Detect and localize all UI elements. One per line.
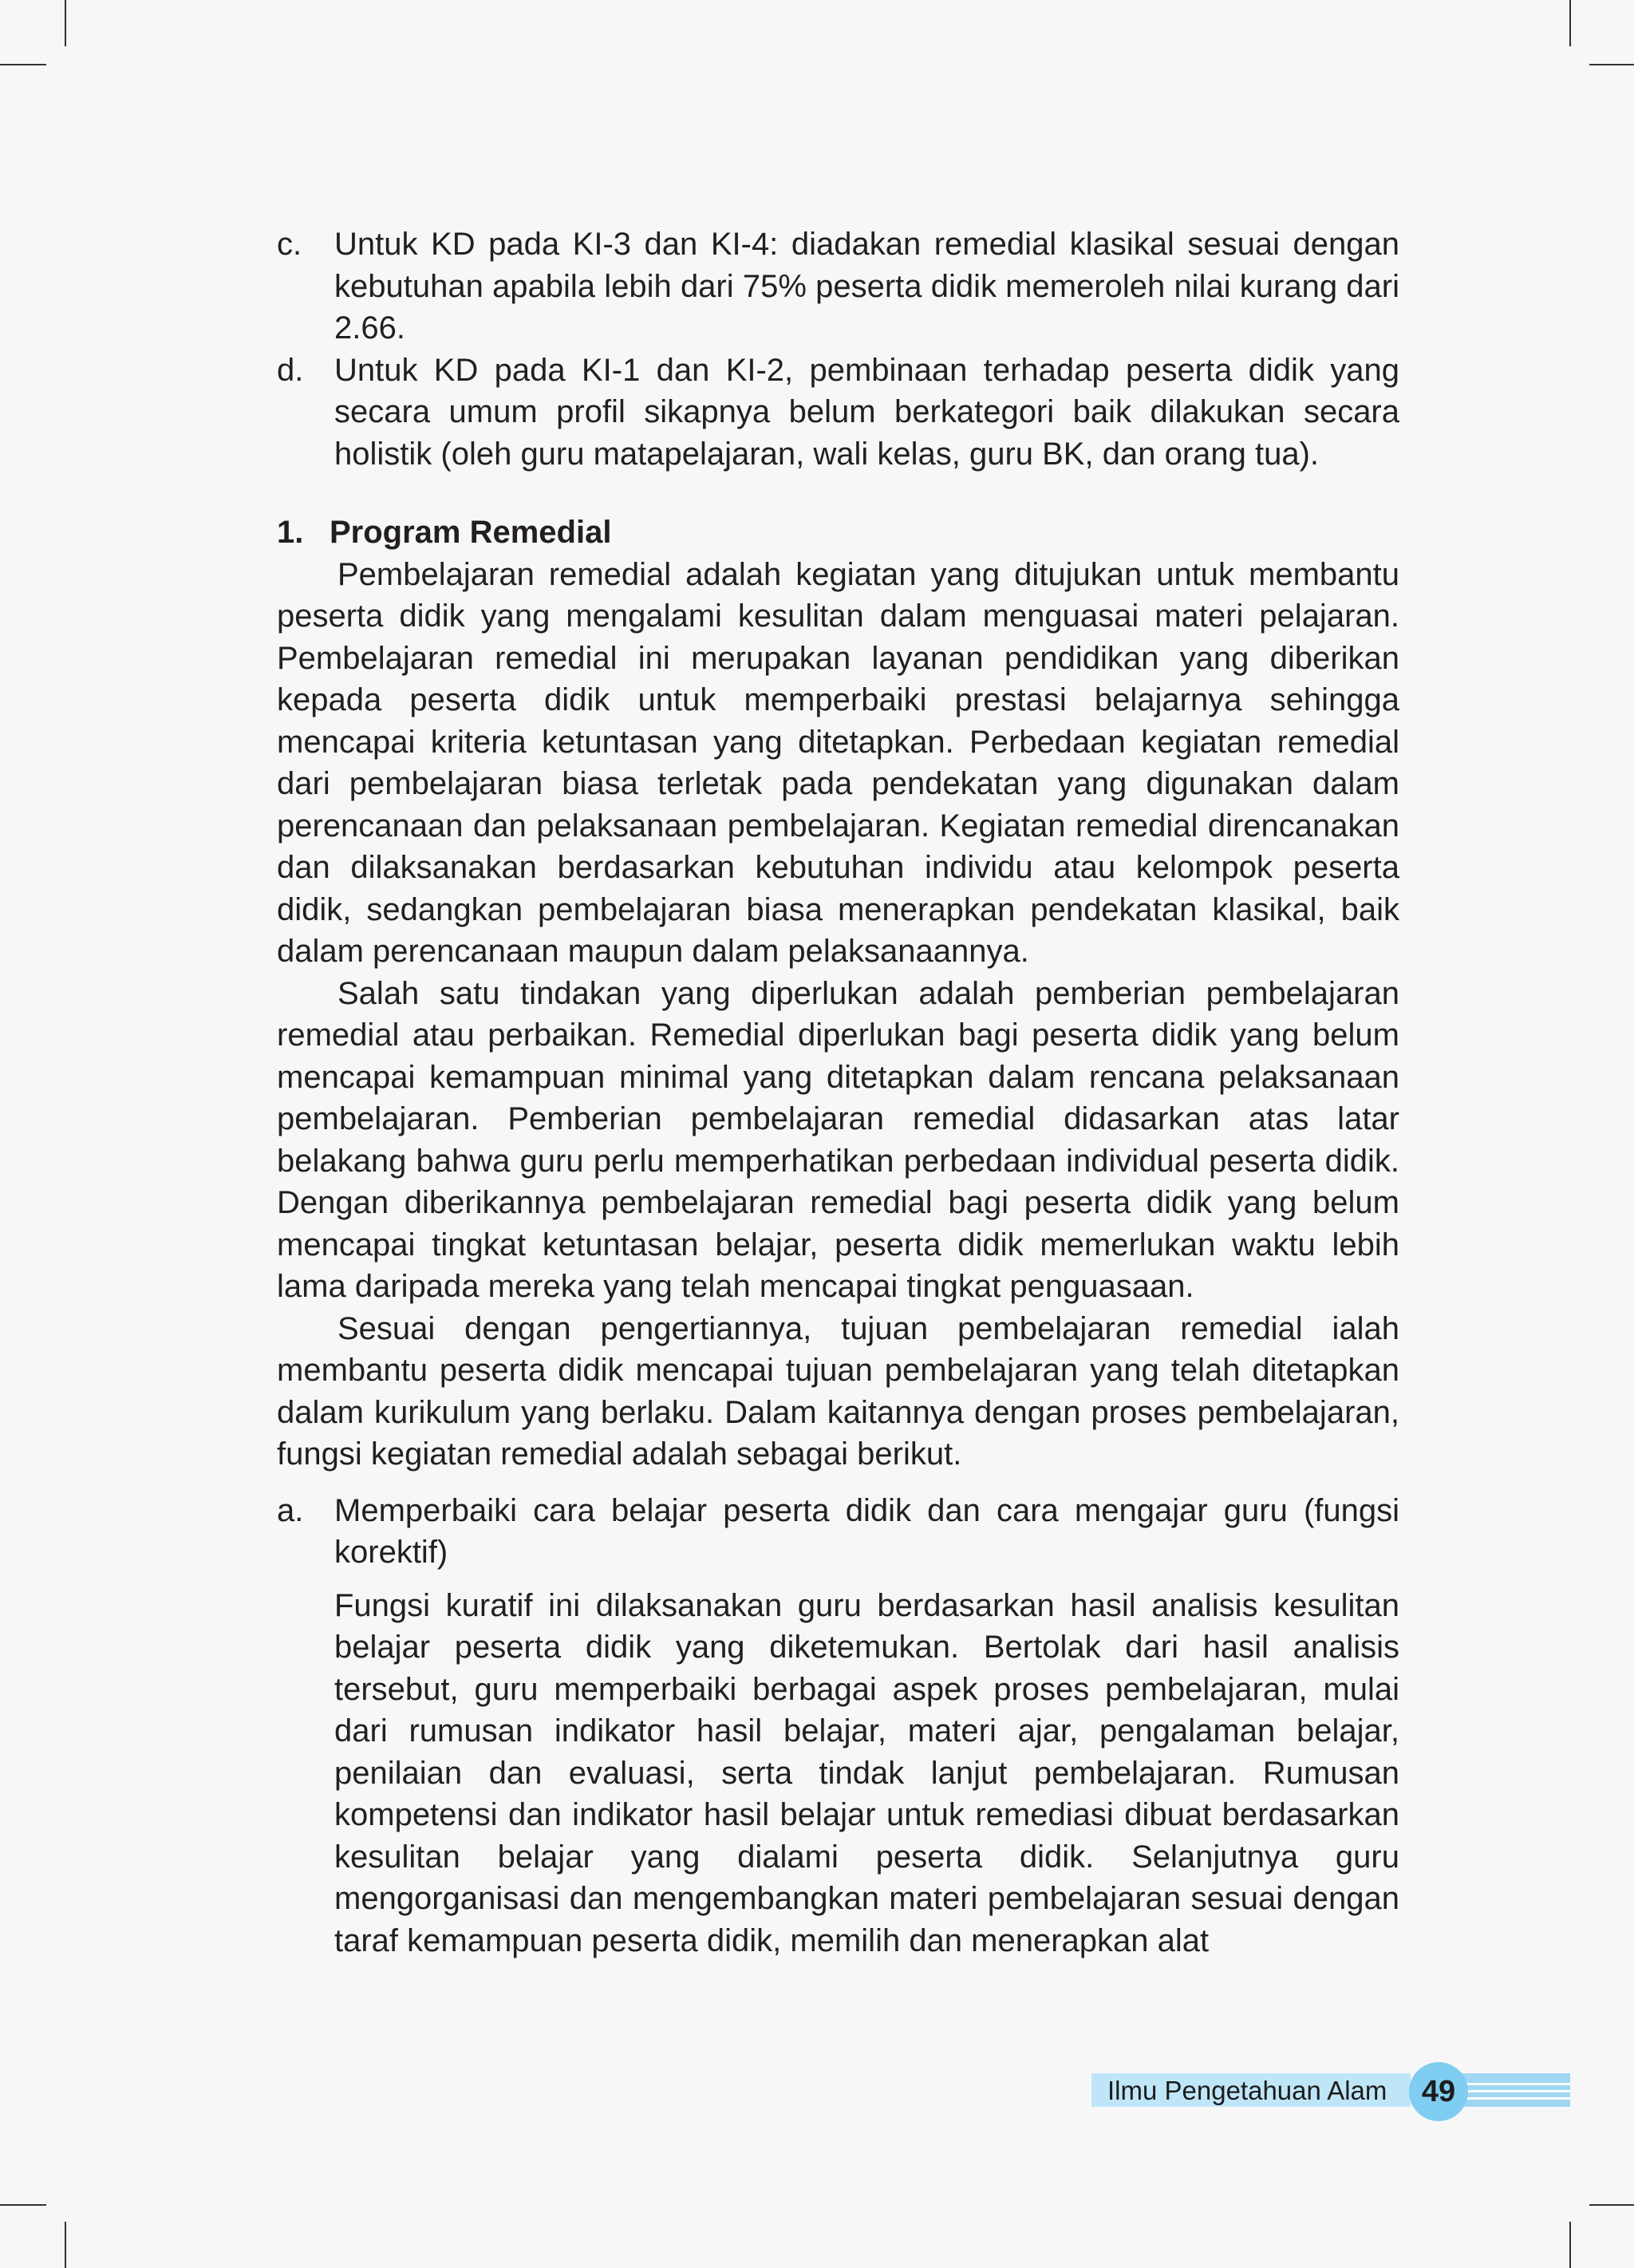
crop-mark xyxy=(65,2222,66,2268)
crop-mark xyxy=(1589,64,1634,65)
sub-item-body: Fungsi kuratif ini dilaksanakan guru berdasarkan hasil analisis kesulitan belajar peserta didik yang diketemukan. Bertolak dari hasil analisis tersebut, guru memperbaiki berbagai aspek proses pembelajaran, mulai dari rumusan indikator hasil belajar, materi ajar, pengalaman belajar, penilaian dan evaluasi, serta tindak lanjut pembelajaran. Rumusan kompetensi dan indikator hasil belajar untuk remediasi dibuat berdasarkan kesulitan belajar yang dialami peserta didik. Selanjutnya guru mengorganisasi dan mengembangkan materi pembelajaran sesuai dengan taraf kemampuan peserta didik, memilih dan menerapkan alat xyxy=(334,1587,1399,1958)
list-item-c xyxy=(277,223,1399,350)
list-marker: d. xyxy=(277,352,304,388)
paragraph: Sesuai dengan pengertiannya, tujuan pembelajaran remedial ialah membantu peserta didik mencapai tujuan pembelajaran yang telah ditetapkan dalam kurikulum yang berlaku. Dalam kaitannya dengan proses pembelajaran, fungsi kegiatan remedial adalah sebagai berikut. xyxy=(277,1310,1399,1472)
sub-item-title: Memperbaiki cara belajar peserta didik dan cara mengajar guru (fungsi korektif) xyxy=(334,1492,1399,1570)
page-footer xyxy=(1091,2062,1570,2123)
crop-mark xyxy=(65,0,66,46)
book-title: Ilmu Pengetahuan Alam xyxy=(1107,2076,1387,2105)
footer-stripe xyxy=(1466,2083,1570,2085)
section-title: Program Remedial xyxy=(330,515,612,550)
crop-mark xyxy=(1589,2204,1634,2206)
list-item-d xyxy=(277,350,1399,476)
paragraph: Pembelajaran remedial adalah kegiatan yang ditujukan untuk membantu peserta didik yang mengalami kesulitan dalam menguasai materi pelajaran. Pembelajaran remedial ini merupakan layanan pendidikan yang diberikan kepada peserta didik untuk memperbaiki prestasi belajarnya sehingga mencapai kriteria ketuntasan yang ditetapkan. Perbedaan kegiatan remedial dari pembelajaran biasa terletak pada pendekatan yang digunakan dalam perencanaan dan pelaksanaan pembelajaran. Kegiatan remedial direncanakan dan dilaksanakan berdasarkan kebutuhan individu atau kelompok peserta didik, sedangkan pembelajaran biasa menerapkan pendekatan klasikal, baik dalam perencanaan maupun dalam pelaksanaannya. xyxy=(277,556,1399,969)
crop-mark xyxy=(0,2204,46,2206)
list-marker: c. xyxy=(277,227,302,262)
list-marker: a. xyxy=(277,1492,304,1528)
list-text: Untuk KD pada KI-1 dan KI-2, pembinaan terhadap peserta didik yang secara umum profil sikapnya belum berkategori baik dilakukan secara holistik (oleh guru matapelajaran, wali kelas, guru BK, dan orang tua). xyxy=(334,352,1399,472)
crop-mark xyxy=(1569,0,1571,46)
paragraph: Salah satu tindakan yang diperlukan adalah pemberian pembelajaran remedial atau perbaikan. Remedial diperlukan bagi peserta didik yang belum mencapai kemampuan minimal yang ditetapkan dalam rencana pelaksanaan pembelajaran. Pemberian pembelajaran remedial didasarkan atas latar belakang bahwa guru perlu memperhatikan perbedaan individual peserta didik. Dengan diberikannya pembelajaran remedial bagi peserta didik yang belum mencapai tingkat ketuntasan belajar, peserta didik memerlukan waktu lebih lama daripada mereka yang telah mencapai tingkat penguasaan. xyxy=(277,975,1399,1304)
list-text: Untuk KD pada KI-3 dan KI-4: diadakan remedial klasikal sesuai dengan kebutuhan apabila lebih dari 75% peserta didik memeroleh nilai kurang dari 2.66. xyxy=(334,227,1399,346)
crop-mark xyxy=(0,64,46,65)
page-number: 49 xyxy=(1421,2075,1456,2108)
page-content xyxy=(277,223,1399,1962)
footer-stripe xyxy=(1466,2090,1570,2092)
section-heading xyxy=(277,512,1399,554)
footer-stripe xyxy=(1466,2097,1570,2100)
section-number: 1. xyxy=(277,515,304,550)
sub-item-a xyxy=(277,1490,1399,1574)
crop-mark xyxy=(1569,2222,1571,2268)
